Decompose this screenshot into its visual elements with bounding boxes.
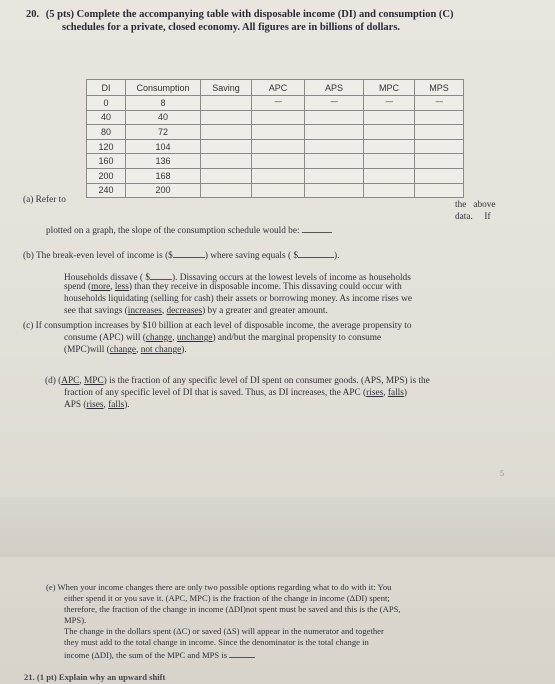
cell-mpc[interactable] [364, 168, 415, 183]
cell-apc: ---- [252, 96, 305, 111]
table-row [87, 110, 464, 125]
cell-mpc[interactable] [364, 139, 415, 154]
part-b-text-1a: (b) The break-even level of income is ($ [23, 251, 173, 261]
option-falls[interactable]: falls [387, 388, 404, 398]
cell-apc[interactable] [252, 110, 305, 125]
option-not-change[interactable]: not change [140, 345, 182, 355]
cell-saving[interactable] [201, 96, 252, 111]
cell-mps: ---- [415, 96, 464, 111]
cell-apc[interactable] [252, 168, 305, 183]
cell-apc[interactable] [252, 139, 305, 154]
cell-saving[interactable] [201, 110, 252, 125]
part-d-text-1a: (d) ( [45, 376, 62, 386]
table-row [87, 154, 464, 169]
header-mps: MPS [415, 80, 464, 96]
part-d-text-1c: ) is the [404, 376, 430, 386]
cell-mpc[interactable] [364, 110, 415, 125]
cell-mps[interactable] [415, 139, 464, 154]
slope-answer-blank[interactable] [302, 223, 332, 233]
dissave-blank[interactable] [150, 270, 172, 280]
part-d-line1: (d) (APC, MPC) is the fraction of any specific level of DI spent on consumer goods. (APS, MPS) is the [45, 376, 430, 386]
cell-di: 40 [87, 110, 126, 125]
part-e-line4: MPS). [64, 615, 87, 625]
part-b-line1 [23, 248, 339, 262]
cell-aps[interactable] [305, 168, 364, 183]
cell-consumption: 168 [126, 168, 201, 183]
part-b-line3: spend (more, less) than they receive in disposable income. This dissaving could occur with [64, 282, 402, 292]
part-a-right-bottom: data. If [455, 212, 491, 222]
question-title-line2: schedules for a private, closed economy. All figures are in billions of dollars. [62, 22, 401, 33]
part-a-continuation: plotted on a graph, the slope of the consumption schedule would be: [46, 226, 300, 236]
cell-di: 160 [87, 154, 126, 169]
part-a-right-top: the above [455, 200, 496, 210]
table-row [87, 168, 464, 183]
cell-consumption: 104 [126, 139, 201, 154]
part-a-text [46, 223, 332, 237]
page-number: 5 [500, 469, 504, 478]
part-b-text-2a: Households dissave ( $ [64, 273, 150, 283]
cell-saving[interactable] [201, 168, 252, 183]
part-e-line6: they must add to the total change in income. Since the denominator is the total change in [64, 637, 369, 647]
cell-di: 240 [87, 183, 126, 198]
header-apc: APC [252, 80, 305, 96]
part-c-line1: (c) If consumption increases by $10 billion at each level of disposable income, the average propensity to [23, 321, 412, 331]
cell-mpc[interactable] [364, 125, 415, 140]
option-mpc[interactable]: MPC [84, 376, 104, 386]
table-row [87, 139, 464, 154]
cell-di: 0 [87, 96, 126, 111]
question-title [26, 8, 531, 34]
part-c-line2: consume (APC) will (change, unchange) and/but the marginal propensity to consume [64, 333, 382, 343]
schedule-table [86, 79, 464, 198]
sum-mpc-mps-blank[interactable] [229, 648, 255, 658]
cell-consumption: 136 [126, 154, 201, 169]
header-saving: Saving [201, 80, 252, 96]
table-row [87, 125, 464, 140]
cell-consumption: 8 [126, 96, 201, 111]
cell-aps[interactable] [305, 139, 364, 154]
table-row [87, 183, 464, 198]
cell-consumption: 200 [126, 183, 201, 198]
header-consumption: Consumption [126, 80, 201, 96]
cell-mps[interactable] [415, 110, 464, 125]
cell-mpc[interactable] [364, 154, 415, 169]
part-c-text-3a: (MPC)will ( [64, 345, 110, 355]
part-e-line7 [64, 648, 255, 661]
cell-mps[interactable] [415, 183, 464, 198]
cell-mps[interactable] [415, 154, 464, 169]
option-change-2[interactable]: change [109, 345, 137, 355]
part-b-text-3b: ) than they receive in disposable income. This dissaving could occur with [128, 282, 402, 292]
part-b-text-5b: ) by a greater and greater amount. [202, 306, 328, 316]
option-more[interactable]: more [91, 282, 111, 292]
cell-di: 120 [87, 139, 126, 154]
cell-aps: ---- [305, 96, 364, 111]
cell-mps[interactable] [415, 168, 464, 183]
part-b-text-3a: spend ( [64, 282, 92, 292]
option-aps[interactable]: APS [364, 376, 382, 386]
cell-saving[interactable] [201, 183, 252, 198]
header-di: DI [87, 80, 126, 96]
table-header-row [87, 80, 464, 96]
cell-mpc[interactable] [364, 183, 415, 198]
cell-apc[interactable] [252, 154, 305, 169]
option-rises[interactable]: rises [366, 388, 384, 398]
cell-saving[interactable] [201, 125, 252, 140]
question-title-line1: (5 pts) Complete the accompanying table with disposable income (DI) and consumption (C) [45, 9, 454, 20]
part-d-text-3a: APS ( [64, 400, 87, 410]
cell-aps[interactable] [305, 154, 364, 169]
break-even-blank[interactable] [173, 248, 205, 258]
option-change[interactable]: change [145, 333, 173, 343]
table-row [87, 96, 464, 111]
part-b-text-1b: ) where saving equals ( $ [204, 251, 299, 261]
part-e-line1: (e) When your income changes there are only two possible options regarding what to do with it: You [46, 582, 392, 592]
option-less[interactable]: less [114, 282, 129, 292]
page-break-divider [0, 497, 555, 557]
cell-aps[interactable] [305, 125, 364, 140]
part-c-text-3b: ). [181, 345, 187, 355]
cell-aps[interactable] [305, 183, 364, 198]
saving-equals-blank[interactable] [298, 248, 334, 258]
part-d-text-2a: fraction of any specific level of DI that is saved. Thus, as DI increases, the APC ( [64, 388, 367, 398]
option-falls-2[interactable]: falls [108, 400, 125, 410]
option-increases[interactable]: increases [127, 306, 162, 316]
part-d-text-2b: ) [403, 388, 407, 398]
part-d-line2: fraction of any specific level of DI that is saved. Thus, as DI increases, the APC (rises, falls) [64, 388, 407, 398]
part-e-line5: The change in the dollars spent (ΔC) or saved (ΔS) will appear in the numerator and together [64, 626, 384, 636]
cell-apc[interactable] [252, 183, 305, 198]
part-e-line3: therefore, the fraction of the change in income (ΔDI)not spent must be saved and this is the (APS, [64, 604, 401, 614]
header-aps: APS [305, 80, 364, 96]
header-mpc: MPC [364, 80, 415, 96]
cell-saving[interactable] [201, 154, 252, 169]
option-rises-2[interactable]: rises [86, 400, 104, 410]
cell-apc[interactable] [252, 125, 305, 140]
next-question-cutoff: 21. (1 pt) Explain why an upward shift [24, 672, 166, 682]
part-c-text-2b: ) and/but the marginal propensity to consume [212, 333, 382, 343]
option-unchange[interactable]: unchange [176, 333, 213, 343]
part-b-text-2b: ). Dissaving occurs at the lowest levels of income as households [172, 273, 411, 283]
part-b-line5: see that savings (increases, decreases) by a greater and greater amount. [64, 306, 328, 316]
cell-consumption: 72 [126, 125, 201, 140]
question-number: 20. [26, 9, 40, 20]
cell-aps[interactable] [305, 110, 364, 125]
part-d-text-1b: ) is the fraction of any specific level of DI spent on consumer goods. ( [103, 376, 365, 386]
cell-mpc: ---- [364, 96, 415, 111]
part-e-text-7: income (ΔDI), the sum of the MPC and MPS is [64, 650, 228, 660]
part-c-line3: (MPC)will (change, not change). [64, 345, 187, 355]
part-d-line3: APS (rises, falls). [64, 400, 130, 410]
part-a-label: (a) Refer to [23, 195, 66, 205]
part-d-text-3b: ). [124, 400, 130, 410]
cell-saving[interactable] [201, 139, 252, 154]
part-e-line2: either spend it or you save it. (APC, MPC) is the fraction of the change in income (ΔDI) spent; [64, 593, 390, 603]
cell-di: 200 [87, 168, 126, 183]
part-b-text-5a: see that savings ( [64, 306, 128, 316]
cell-mps[interactable] [415, 125, 464, 140]
part-c-text-2a: consume (APC) will ( [64, 333, 146, 343]
option-apc[interactable]: APC [61, 376, 80, 386]
part-b-line4: households liquidating (selling for cash) their assets or borrowing money. As income rises we [64, 294, 412, 304]
cell-di: 80 [87, 125, 126, 140]
option-decreases[interactable]: decreases [166, 306, 203, 316]
cell-consumption: 40 [126, 110, 201, 125]
part-b-text-1c: ). [334, 251, 340, 261]
option-mps[interactable]: MPS [385, 376, 405, 386]
